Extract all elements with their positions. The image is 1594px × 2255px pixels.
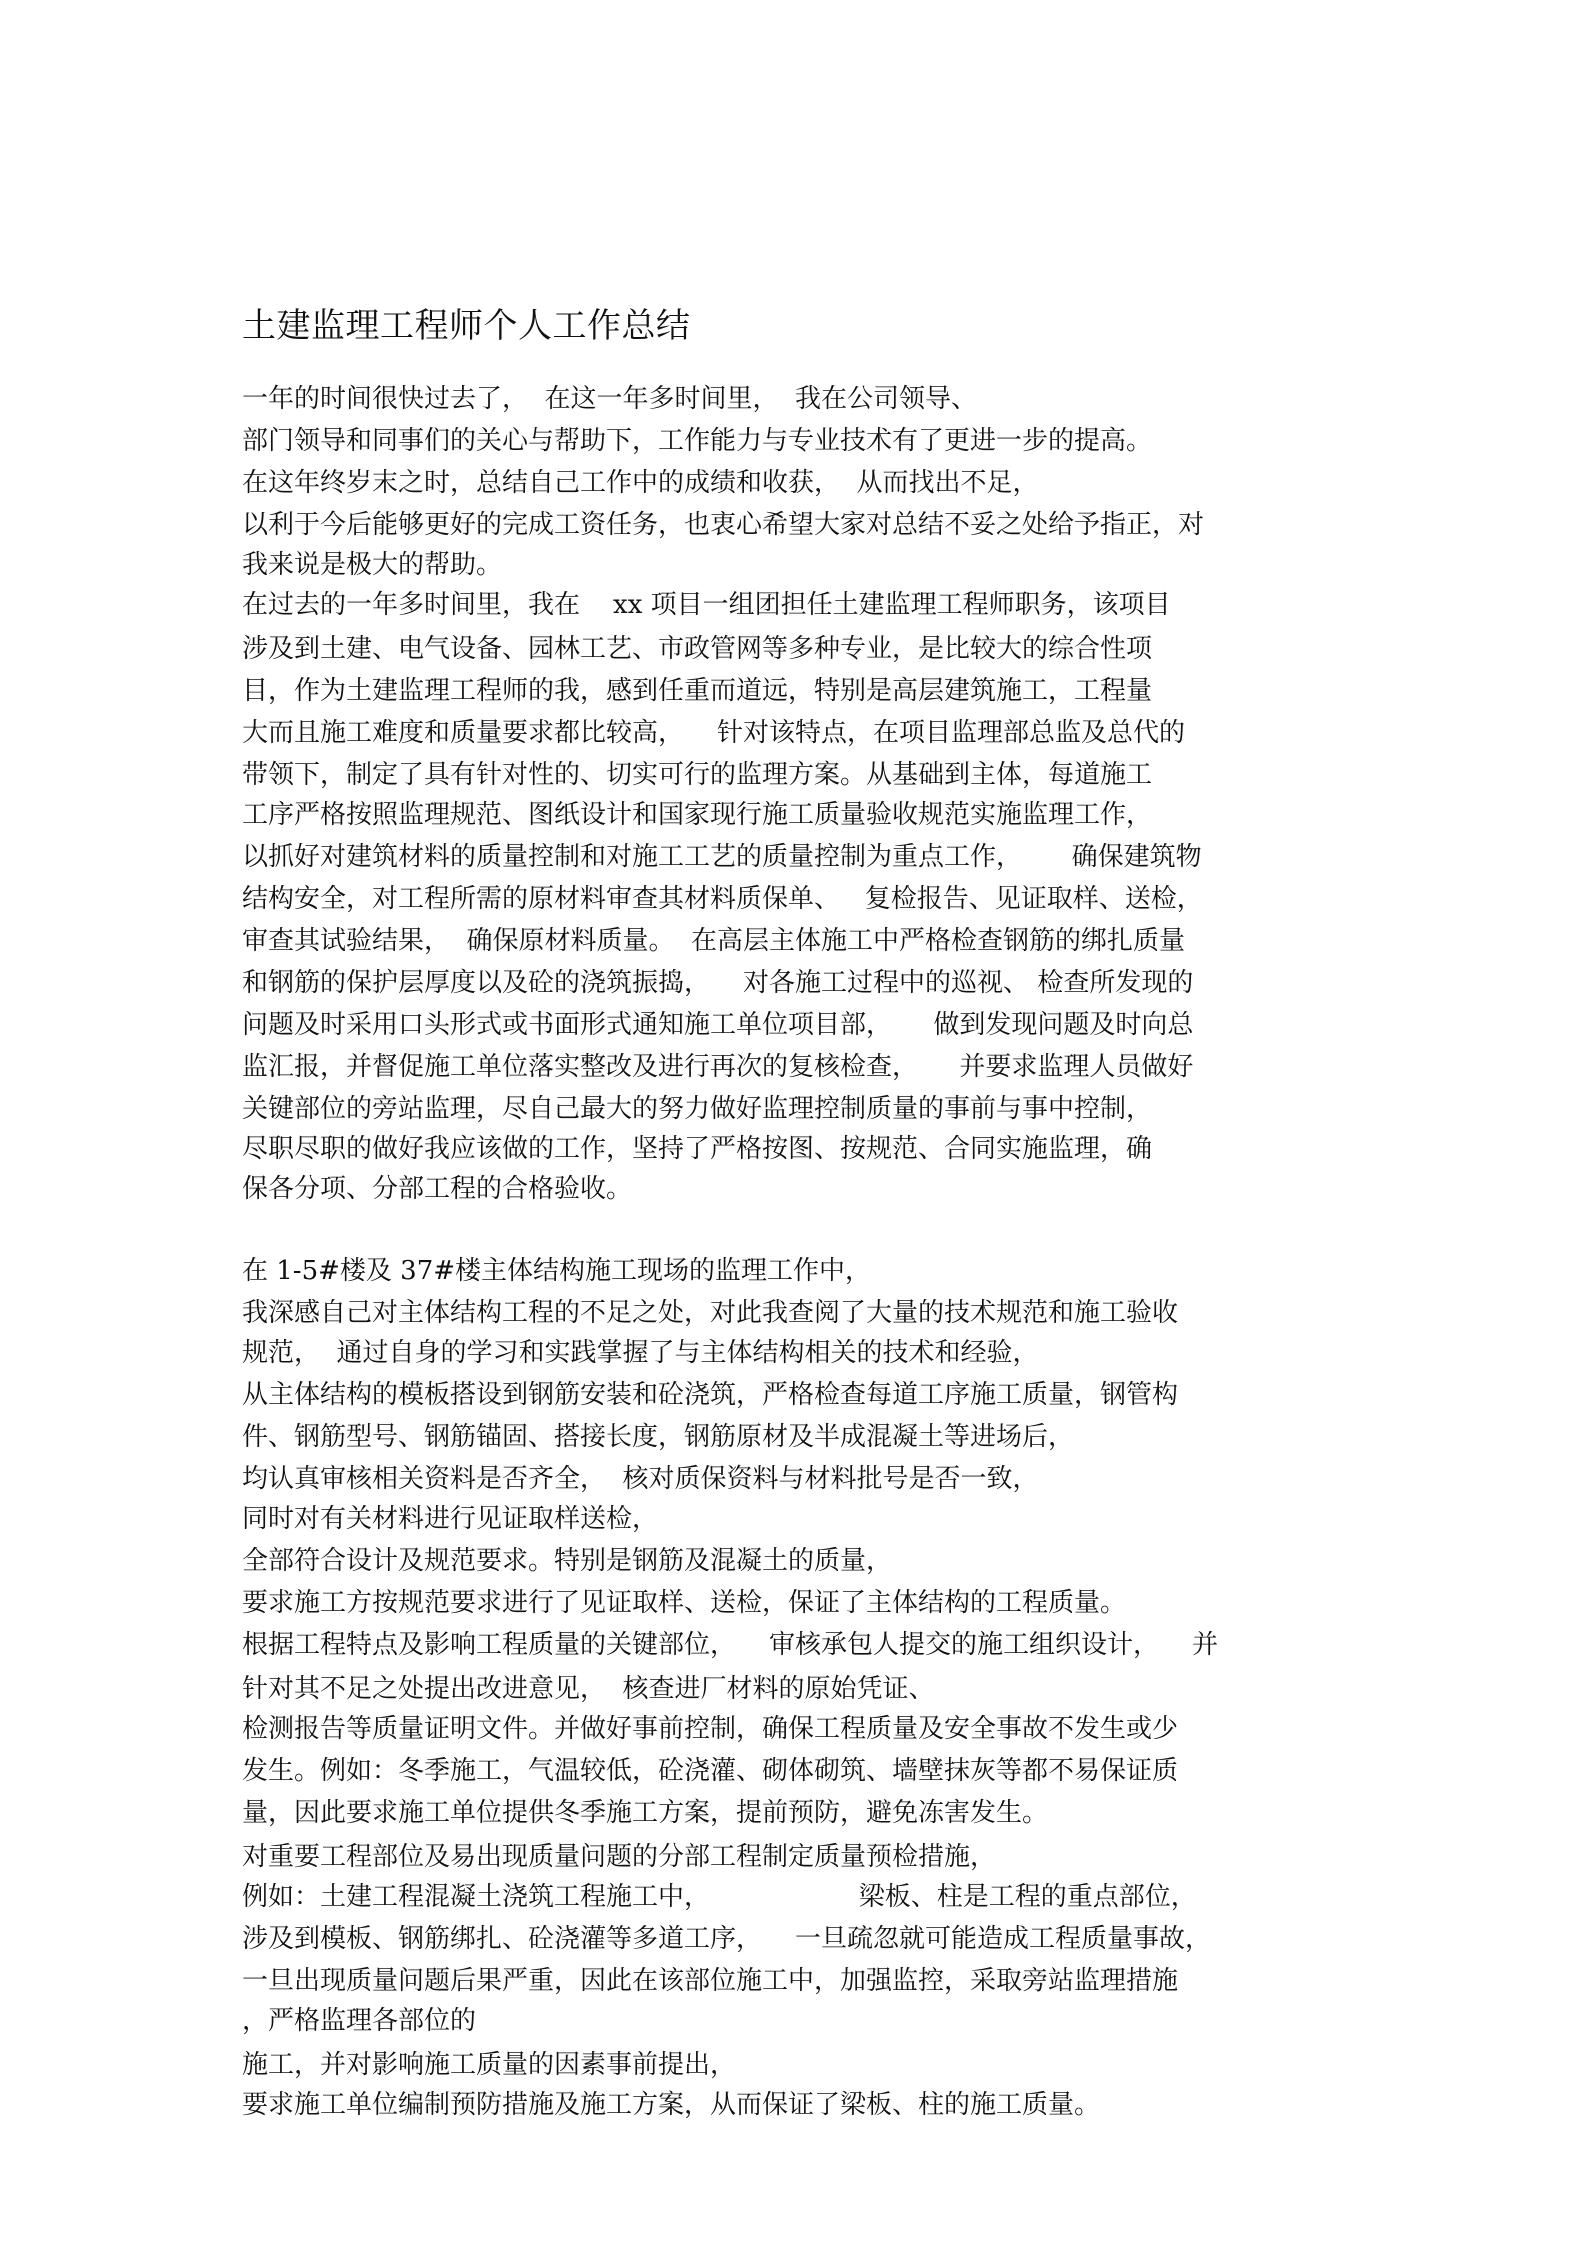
paragraph-line: 涉及到土建、电气设备、园林工艺、市政管网等多种专业，是比较大的综合性项 <box>242 634 1153 664</box>
paragraph-line: 在 1-5#楼及 37#楼主体结构施工现场的监理工作中， <box>242 1256 872 1286</box>
paragraph-line: 件、钢筋型号、钢筋锚固、搭接长度，钢筋原材及半成混凝土等进场后， <box>242 1422 1075 1452</box>
paragraph-line: 监汇报，并督促施工单位落实整改及进行再次的复核检查， 并要求监理人员做好 <box>242 1052 1194 1082</box>
paragraph-line: 一年的时间很快过去了， 在这一年多时间里， 我在公司领导、 <box>242 384 978 414</box>
paragraph-line: 均认真审核相关资料是否齐全， 核对质保资料与材料批号是否一致， <box>242 1464 1039 1494</box>
paragraph-line: 在过去的一年多时间里，我在 xx 项目一组团担任土建监理工程师职务，该项目 <box>242 590 1171 620</box>
paragraph-line: 针对其不足之处提出改进意见， 核查进厂材料的原始凭证、 <box>242 1674 935 1704</box>
paragraph-line: 施工，并对影响施工质量的因素事前提出， <box>242 2050 737 2080</box>
paragraph-line: 要求施工单位编制预防措施及施工方案，从而保证了梁板、柱的施工质量。 <box>242 2090 1101 2120</box>
paragraph-line: 规范， 通过自身的学习和实践掌握了与主体结构相关的技术和经验， <box>242 1338 1039 1368</box>
paragraph-line: 一旦出现质量问题后果严重，因此在该部位施工中，加强监控，采取旁站监理措施 <box>242 1966 1179 1996</box>
paragraph-line: 量，因此要求施工单位提供冬季施工方案，提前预防，避免冻害发生。 <box>242 1798 1049 1828</box>
paragraph-line: 检测报告等质量证明文件。并做好事前控制，确保工程质量及安全事故不发生或少 <box>242 1714 1179 1744</box>
paragraph-line: 以利于今后能够更好的完成工资任务，也衷心希望大家对总结不妥之处给予指正，对 <box>242 510 1205 540</box>
paragraph-line: 对重要工程部位及易出现质量问题的分部工程制定质量预检措施， <box>242 1842 997 1872</box>
paragraph-line: 例如：土建工程混凝土浇筑工程施工中， 梁板、柱是工程的重点部位， <box>242 1882 1197 1912</box>
paragraph-line: 审查其试验结果， 确保原材料质量。 在高层主体施工中严格检查钢筋的绑扎质量 <box>242 926 1186 956</box>
paragraph-line: 目，作为土建监理工程师的我，感到任重而道远，特别是高层建筑施工，工程量 <box>242 676 1153 706</box>
paragraph-line: 以抓好对建筑材料的质量控制和对施工工艺的质量控制为重点工作， 确保建筑物 <box>242 842 1202 872</box>
paragraph-line: ，严格监理各部位的 <box>242 2006 477 2036</box>
paragraph-line: 从主体结构的模板搭设到钢筋安装和砼浇筑，严格检查每道工序施工质量，钢管构 <box>242 1380 1179 1410</box>
paragraph-line: 发生。例如：冬季施工，气温较低，砼浇灌、砌体砌筑、墙壁抹灰等都不易保证质 <box>242 1756 1179 1786</box>
paragraph-line: 保各分项、分部工程的合格验收。 <box>242 1174 633 1204</box>
paragraph-line: 工序严格按照监理规范、图纸设计和国家现行施工质量验收规范实施监理工作， <box>242 800 1153 830</box>
paragraph-line: 涉及到模板、钢筋绑扎、砼浇灌等多道工序， 一旦疏忽就可能造成工程质量事故， <box>242 1924 1212 1954</box>
paragraph-line: 和钢筋的保护层厚度以及砼的浇筑振捣， 对各施工过程中的巡视、 检查所发现的 <box>242 968 1194 998</box>
paragraph-line: 问题及时采用口头形式或书面形式通知施工单位项目部， 做到发现问题及时向总 <box>242 1010 1194 1040</box>
paragraph-line: 关键部位的旁站监理，尽自己最大的努力做好监理控制质量的事前与事中控制， <box>242 1094 1153 1124</box>
paragraph-line: 结构安全，对工程所需的原材料审查其材料质保单、 复检报告、见证取样、送检， <box>242 884 1203 914</box>
paragraph-line: 在这年终岁末之时，总结自己工作中的成绩和收获， 从而找出不足， <box>242 468 1039 498</box>
paragraph-line: 我来说是极大的帮助。 <box>242 550 503 580</box>
paragraph-line: 要求施工方按规范要求进行了见证取样、送检，保证了主体结构的工程质量。 <box>242 1588 1127 1618</box>
paragraph-line: 部门领导和同事们的关心与帮助下，工作能力与专业技术有了更进一步的提高。 <box>242 426 1153 456</box>
paragraph-line: 大而且施工难度和质量要求都比较高， 针对该特点，在项目监理部总监及总代的 <box>242 718 1186 748</box>
paragraph-line: 尽职尽职的做好我应该做的工作，坚持了严格按图、按规范、合同实施监理，确 <box>242 1134 1153 1164</box>
paragraph-line: 我深感自己对主体结构工程的不足之处，对此我查阅了大量的技术规范和施工验收 <box>242 1298 1179 1328</box>
paragraph-line: 根据工程特点及影响工程质量的关键部位， 审核承包人提交的施工组织设计， 并 <box>242 1630 1219 1660</box>
paragraph-line: 同时对有关材料进行见证取样送检， <box>242 1504 659 1534</box>
document-title: 土建监理工程师个人工作总结 <box>242 306 691 346</box>
paragraph-line: 全部符合设计及规范要求。特别是钢筋及混凝土的质量， <box>242 1546 893 1576</box>
paragraph-line: 带领下，制定了具有针对性的、切实可行的监理方案。从基础到主体，每道施工 <box>242 760 1153 790</box>
